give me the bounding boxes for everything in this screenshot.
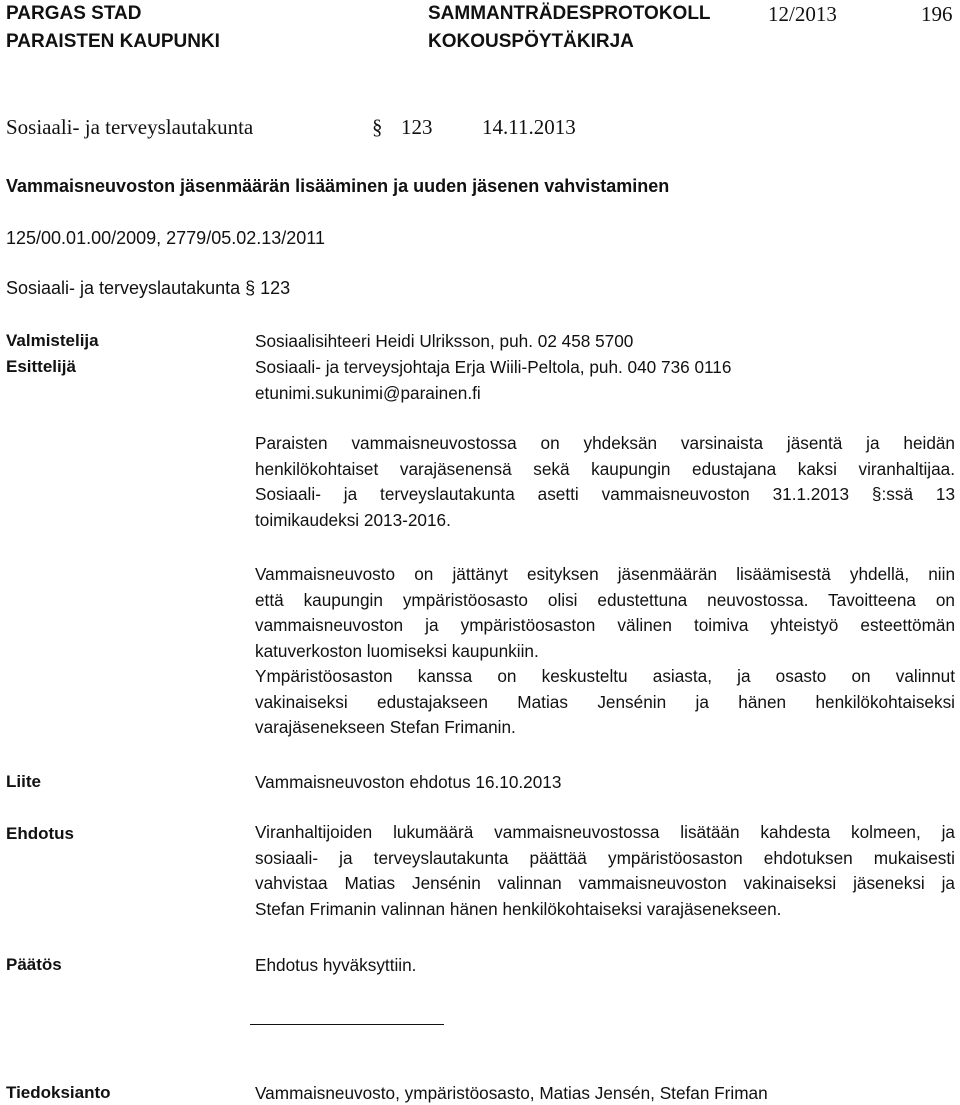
paragraph-line: henkilökohtaiset varajäsenensä sekä kaupungin edustajana kaksi viranhaltijaa. bbox=[255, 458, 955, 479]
decision-value: Ehdotus hyväksyttiin. bbox=[255, 955, 417, 975]
proposal-label: Ehdotus bbox=[6, 824, 74, 843]
distribution-label: Tiedoksianto bbox=[6, 1083, 111, 1102]
signature-line bbox=[250, 1024, 444, 1025]
paragraph-line: katuverkoston luomiseksi kaupunkiin. bbox=[255, 640, 539, 661]
doc-type-fi: SAMMANTRÄDESPROTOKOLL bbox=[428, 3, 711, 24]
paragraph-line: Paraisten vammaisneuvostossa on yhdeksän varsinaista jäsentä ja heidän bbox=[255, 433, 955, 453]
doc-type-sv: KOKOUSPÖYTÄKIRJA bbox=[428, 31, 634, 52]
attachment-label: Liite bbox=[6, 772, 41, 791]
org-name-fi: PARGAS STAD bbox=[6, 3, 142, 24]
paragraph-line: että kaupungin ympäristöosasto olisi edustettuna neuvostossa. Tavoitteena on bbox=[255, 589, 955, 610]
paragraph-line: Sosiaali- ja terveyslautakunta asetti vammaisneuvoston 31.1.2013 §:ssä 13 bbox=[255, 484, 955, 504]
paragraph-line: varajäsenekseen Stefan Frimanin. bbox=[255, 717, 516, 737]
item-title: Vammaisneuvoston jäsenmäärän lisääminen ja uuden jäsenen vahvistaminen bbox=[6, 176, 670, 196]
distribution-value: Vammaisneuvosto, ympäristöosasto, Matias Jensén, Stefan Friman bbox=[255, 1083, 768, 1103]
meeting-number: 12/2013 bbox=[768, 2, 837, 26]
body-paragraph-1 bbox=[255, 431, 955, 533]
section-symbol: § bbox=[372, 115, 383, 139]
page-number: 196 bbox=[921, 2, 953, 26]
preparer-value: Sosiaalisihteeri Heidi Ulriksson, puh. 02 458 5700 bbox=[255, 331, 634, 351]
body-reference: Sosiaali- ja terveyslautakunta § 123 bbox=[6, 278, 291, 298]
paragraph-line: toimikaudeksi 2013-2016. bbox=[255, 509, 451, 530]
org-name-sv: PARAISTEN KAUPUNKI bbox=[6, 31, 220, 52]
preparer-label: Valmistelija bbox=[6, 331, 99, 350]
meeting-date: 14.11.2013 bbox=[482, 115, 576, 139]
presenter-email[interactable]: etunimi.sukunimi@parainen.fi bbox=[255, 383, 481, 403]
presenter-value: Sosiaali- ja terveysjohtaja Erja Wiili-Peltola, puh. 040 736 0116 bbox=[255, 357, 732, 377]
paragraph-line: Ympäristöosaston kanssa on keskusteltu asiasta, ja osasto on valinnut bbox=[255, 666, 955, 686]
paragraph-line: vammaisneuvoston ja ympäristöosaston välinen toimiva yhteistyö esteettömän bbox=[255, 615, 955, 635]
presenter-label: Esittelijä bbox=[6, 357, 76, 376]
decision-label: Päätös bbox=[6, 955, 62, 974]
paragraph-line: Vammaisneuvosto on jättänyt esityksen jäsenmäärän lisäämisestä yhdellä, niin bbox=[255, 564, 955, 584]
proposal-line: Stefan Frimanin valinnan hänen henkilökohtaiseksi varajäsenekseen. bbox=[255, 898, 782, 919]
section-number: 123 bbox=[401, 115, 433, 139]
attachment-value: Vammaisneuvoston ehdotus 16.10.2013 bbox=[255, 772, 562, 792]
item-references: 125/00.01.00/2009, 2779/05.02.13/2011 bbox=[6, 228, 325, 248]
paragraph-line: vakinaiseksi edustajakseen Matias Jensénin ja hänen henkilökohtaiseksi bbox=[255, 691, 955, 712]
proposal-text bbox=[255, 820, 955, 922]
body-paragraph-3 bbox=[255, 664, 955, 741]
proposal-line: vahvistaa Matias Jensénin valinnan vammaisneuvoston vakinaiseksi jäseneksi ja bbox=[255, 873, 955, 893]
proposal-line: sosiaali- ja terveyslautakunta päättää ympäristöosaston ehdotuksen mukaisesti bbox=[255, 847, 955, 868]
meeting-board: Sosiaali- ja terveyslautakunta bbox=[6, 115, 254, 139]
body-paragraph-2 bbox=[255, 562, 955, 664]
proposal-line: Viranhaltijoiden lukumäärä vammaisneuvostossa lisätään kahdesta kolmeen, ja bbox=[255, 822, 955, 842]
